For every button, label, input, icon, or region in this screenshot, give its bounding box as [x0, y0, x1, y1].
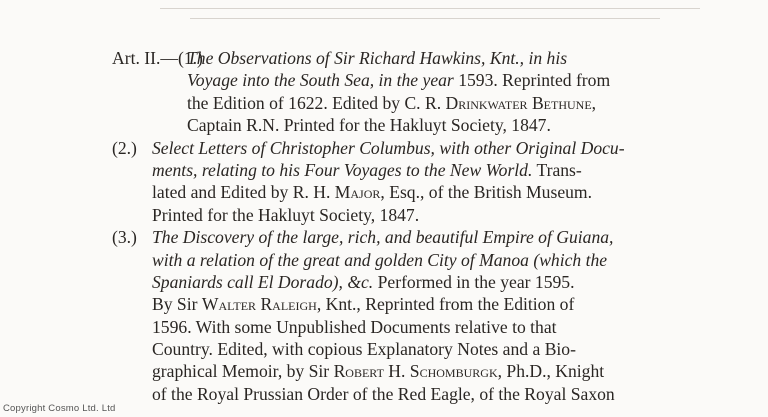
title-text: Spaniards call El Dorado), &c. [152, 271, 374, 292]
title-text: The Discovery of the large, rich, and beautiful Empire of Guiana, [152, 227, 614, 248]
body-text: 1596. With some Unpublished Documents relative to that [152, 316, 557, 337]
text-line [112, 338, 748, 360]
name-text: Drinkwater Bethune, [445, 92, 597, 113]
body-text: Country. Edited, with copious Explanatory Notes and a Bio- [152, 339, 576, 360]
text-line [112, 159, 748, 181]
title-text: Voyage into the South Sea, in the year [187, 70, 459, 91]
body-text: Printed for the Hakluyt Society, 1847. [152, 204, 420, 225]
bleed-through-text [160, 6, 720, 26]
body-text: graphical Memoir, by Sir [152, 361, 334, 382]
body-text: Trans- [532, 159, 582, 180]
title-text: Select Letters of Christopher Columbus, with other Original Docu- [152, 137, 625, 158]
body-text: lated and Edited by R. H. [152, 182, 335, 203]
text-line [112, 249, 748, 271]
text-line [112, 383, 748, 405]
text-line [112, 114, 748, 136]
entry-label: (3.) [112, 227, 137, 248]
body-text: By Sir [152, 294, 202, 315]
name-text: Walter Raleigh [201, 294, 317, 315]
title-text: The Observations of Sir Richard Hawkins, Knt., in his [187, 48, 568, 68]
text-line [112, 69, 748, 91]
body-text: , Ph.D., Knight [497, 361, 605, 382]
entry-1 [112, 47, 748, 137]
text-line [112, 316, 748, 338]
entry-3 [112, 226, 748, 405]
entry-2 [112, 137, 748, 227]
entry-label: Art. II.—(1.) [112, 48, 203, 68]
name-text: Robert H. Schomburgk [333, 361, 498, 382]
text-line [112, 181, 748, 203]
entry-label: (2.) [112, 137, 137, 158]
name-text: Major [334, 182, 381, 203]
body-text: Captain R.N. Printed for the Hakluyt Society, 1847. [187, 115, 551, 136]
body-text: 1593. Reprinted from [458, 70, 611, 91]
text-line [112, 360, 748, 382]
body-text: , Knt., Reprinted from the Edition of [316, 294, 575, 315]
copyright-watermark: Copyright Cosmo Ltd. Ltd [3, 403, 116, 414]
body-text: the Edition of 1622. Edited by C. R. [187, 92, 446, 113]
text-line [112, 47, 748, 69]
title-text: with a relation of the great and golden City of Manoa (which the [152, 249, 608, 270]
body-text: of the Royal Prussian Order of the Red Eagle, of the Royal Saxon [152, 383, 615, 404]
text-line [112, 137, 748, 159]
text-line [112, 92, 748, 114]
text-line [112, 271, 748, 293]
bibliography-text [112, 47, 748, 405]
title-text: ments, relating to his Four Voyages to the New World. [152, 159, 533, 180]
text-line [112, 204, 748, 226]
text-line [112, 226, 748, 248]
text-line [112, 293, 748, 315]
body-text: Performed in the year 1595. [373, 271, 575, 292]
body-text: , Esq., of the British Museum. [380, 182, 593, 203]
